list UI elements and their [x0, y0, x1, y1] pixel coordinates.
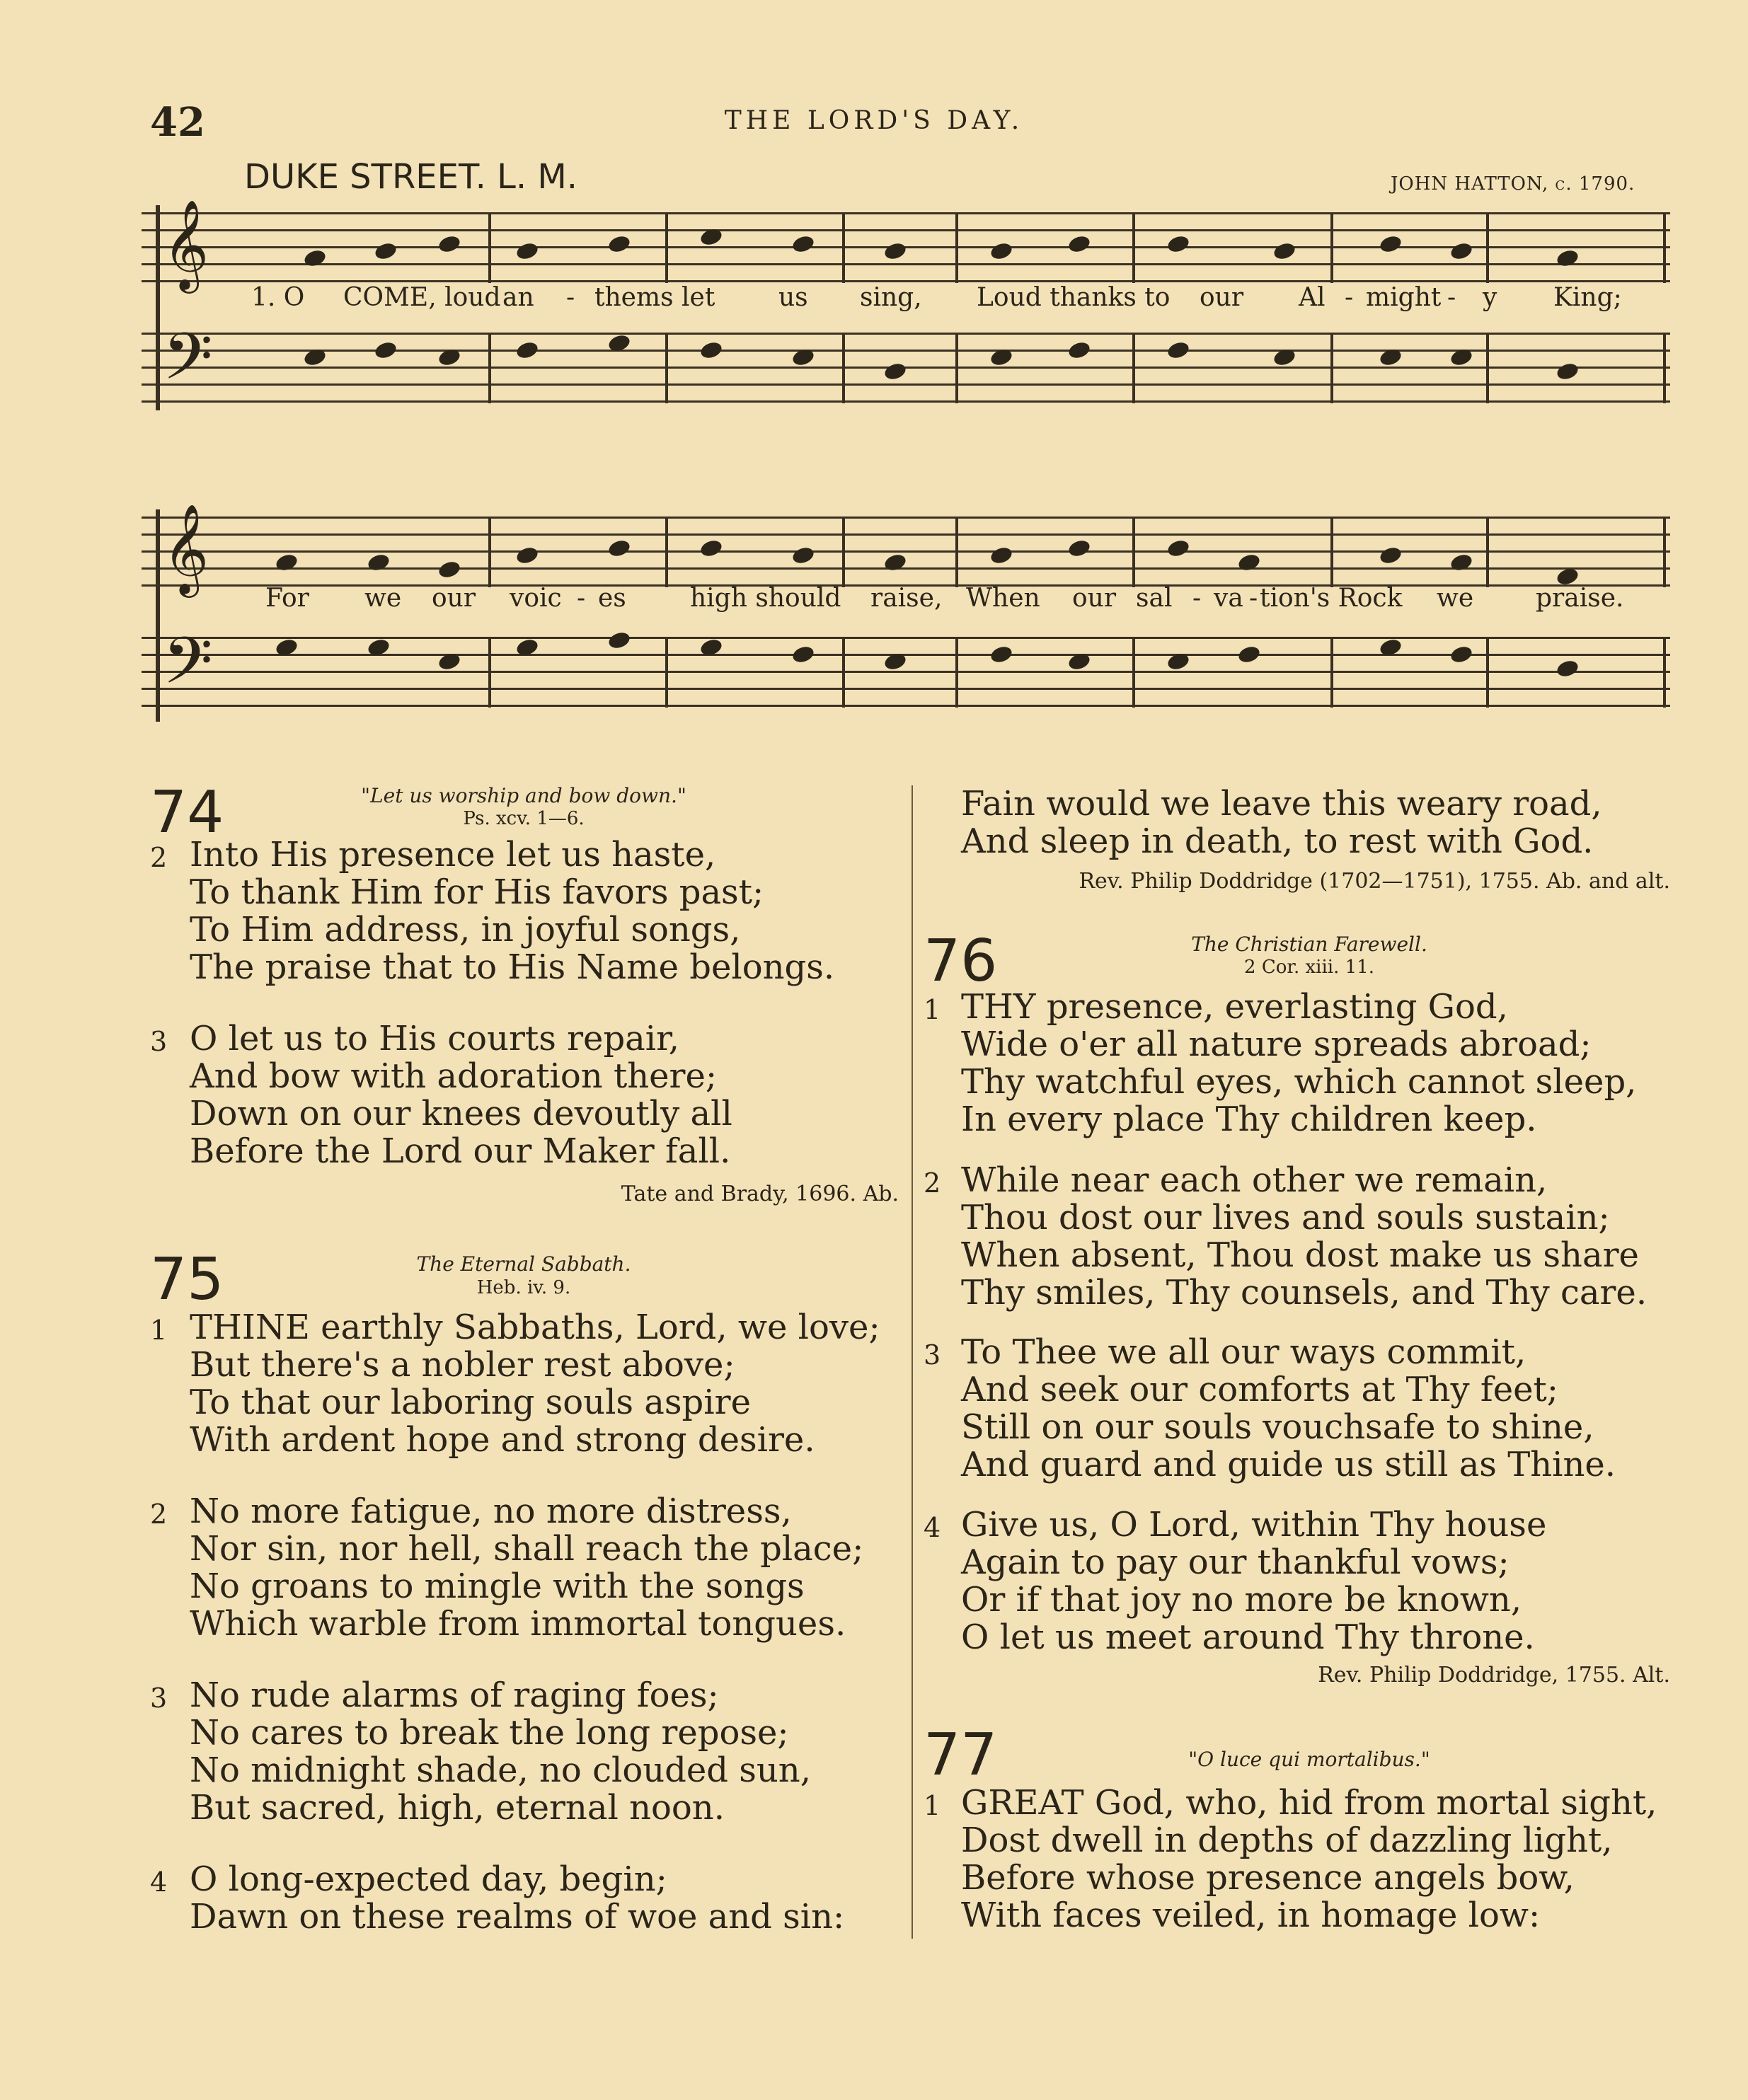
verse-number: 4	[924, 1512, 941, 1543]
lyric-syllable: we	[1437, 584, 1474, 613]
lyric-syllable: us	[778, 283, 808, 312]
bass-staff	[142, 623, 1670, 714]
verse-line: Dost dwell in depths of dazzling light,	[961, 1821, 1613, 1860]
verse-line: And bow with adoration there;	[190, 1056, 718, 1096]
bass-clef-icon: 𝄢	[163, 623, 213, 714]
verse-number: 3	[924, 1339, 941, 1371]
lyric-syllable: Al	[1299, 283, 1326, 312]
verse-line: While near each other we remain,	[961, 1160, 1548, 1200]
verse-line: GREAT God, who, hid from mortal sight,	[961, 1783, 1657, 1823]
verse-line: Before whose presence angels bow,	[961, 1858, 1575, 1898]
verse-line: And seek our comforts at Thy feet;	[961, 1370, 1558, 1409]
lyric-syllable: tion's Rock	[1260, 584, 1403, 613]
hymn-number: 74	[150, 779, 224, 846]
lyric-syllable: King;	[1553, 283, 1622, 312]
lyric-syllable: When	[966, 584, 1040, 613]
column-divider	[912, 785, 913, 1939]
running-head: THE LORD'S DAY.	[724, 106, 1024, 135]
lyric-syllable: -	[566, 283, 575, 312]
verse-line: With faces veiled, in homage low:	[961, 1896, 1541, 1935]
lyric-syllable: -	[1447, 283, 1456, 312]
treble-clef-icon: 𝄞	[163, 199, 209, 289]
verse-line: Still on our souls vouchsafe to shine,	[961, 1407, 1594, 1447]
lyric-syllable: raise,	[870, 584, 943, 613]
verse-line: To Thee we all our ways commit,	[961, 1332, 1526, 1372]
verse-line: To Him address, in joyful songs,	[190, 910, 741, 950]
hymn-number: 76	[924, 928, 998, 995]
music-system-2	[142, 495, 1670, 729]
lyric-syllable: y	[1483, 283, 1497, 312]
composer-credit: JOHN HATTON, c. 1790.	[1391, 173, 1635, 195]
verse-line: THY presence, everlasting God,	[961, 987, 1508, 1027]
verse-line: Dawn on these realms of woe and sin:	[190, 1897, 845, 1937]
verse-line: With ardent hope and strong desire.	[190, 1420, 815, 1460]
music-system-1	[142, 191, 1670, 425]
lyric-syllable: high should	[690, 584, 841, 613]
scripture-reference: Heb. iv. 9.	[476, 1277, 571, 1298]
verse-line: No rude alarms of raging foes;	[190, 1675, 719, 1715]
verse-line: Or if that joy no more be known,	[961, 1580, 1522, 1620]
verse-line: Again to pay our thankful vows;	[961, 1542, 1510, 1582]
verse-line: Wide o'er all nature spreads abroad;	[961, 1025, 1592, 1064]
treble-clef-icon: 𝄞	[163, 503, 209, 594]
hymn-title: "Let us worship and bow down."	[361, 784, 686, 807]
scripture-reference: 2 Cor. xiii. 11.	[1244, 957, 1374, 978]
lyric-syllable: COME, loud	[343, 283, 501, 312]
verse-line: O let us to His courts repair,	[190, 1019, 680, 1058]
verse-line: Into His presence let us haste,	[190, 835, 716, 875]
lyric-syllable: sing,	[860, 283, 922, 312]
verse-number: 1	[924, 1790, 941, 1821]
author-attribution: Rev. Philip Doddridge, 1755. Alt.	[1318, 1663, 1670, 1688]
verse-line: But sacred, high, eternal noon.	[190, 1788, 725, 1828]
lyric-syllable: 1. O	[251, 283, 305, 312]
lyric-syllable: Loud thanks to	[977, 283, 1171, 312]
verse-number: 2	[150, 842, 168, 873]
verse-line: But there's a nobler rest above;	[190, 1345, 735, 1385]
lyric-syllable: an	[502, 283, 534, 312]
author-attribution: Rev. Philip Doddridge (1702—1751), 1755. Ab. and alt.	[1079, 869, 1670, 894]
author-attribution: Tate and Brady, 1696. Ab.	[621, 1182, 899, 1206]
verse-number: 1	[924, 994, 941, 1025]
hymn-number: 77	[924, 1721, 998, 1789]
bass-staff	[142, 319, 1670, 410]
verse-line: No groans to mingle with the songs	[190, 1567, 805, 1606]
verse-line: No more fatigue, no more distress,	[190, 1492, 792, 1531]
verse-line: O long-expected day, begin;	[190, 1859, 667, 1899]
verse-number: 1	[150, 1315, 168, 1346]
verse-line: Thou dost our lives and souls sustain;	[961, 1198, 1610, 1238]
verse-line: Down on our knees devoutly all	[190, 1094, 732, 1133]
lyric-syllable: might	[1366, 283, 1442, 312]
verse-line: Which warble from immortal tongues.	[190, 1604, 846, 1644]
lyric-syllable: va	[1214, 584, 1243, 613]
lyric-syllable: we	[364, 584, 402, 613]
verse-line: Thy smiles, Thy counsels, and Thy care.	[961, 1273, 1648, 1312]
verse-line: Thy watchful eyes, which cannot sleep,	[961, 1062, 1637, 1102]
verse-line: To thank Him for His favors past;	[190, 872, 764, 912]
lyric-syllable: For	[265, 584, 309, 613]
lyric-syllable: our	[432, 584, 476, 613]
verse-line: And sleep in death, to rest with God.	[961, 821, 1594, 861]
hymn-number: 75	[150, 1246, 224, 1313]
lyric-syllable: -	[577, 584, 586, 613]
verse-line: To that our laboring souls aspire	[190, 1383, 751, 1422]
verse-number: 2	[924, 1167, 941, 1199]
treble-staff	[142, 199, 1670, 289]
lyric-syllable: -	[1345, 283, 1354, 312]
verse-line: In every place Thy children keep.	[961, 1100, 1537, 1139]
verse-line: O let us meet around Thy throne.	[961, 1617, 1535, 1657]
scripture-reference: Ps. xcv. 1—6.	[463, 808, 585, 829]
bass-clef-icon: 𝄢	[163, 319, 213, 410]
verse-line: Fain would we leave this weary road,	[961, 784, 1602, 824]
verse-line: When absent, Thou dost make us share	[961, 1235, 1639, 1275]
hymn-title: The Eternal Sabbath.	[416, 1252, 631, 1276]
treble-staff	[142, 503, 1670, 594]
hymn-title: The Christian Farewell.	[1191, 933, 1427, 956]
lyric-syllable: -	[1192, 584, 1202, 613]
verse-line: Nor sin, nor hell, shall reach the place;	[190, 1529, 864, 1569]
verse-number: 3	[150, 1026, 168, 1057]
lyric-syllable: our	[1072, 584, 1117, 613]
lyric-syllable: our	[1200, 283, 1244, 312]
verse-line: Give us, O Lord, within Thy house	[961, 1505, 1547, 1545]
tune-name: DUKE STREET. L. M.	[244, 157, 578, 197]
lyric-syllable: voic	[510, 584, 562, 613]
lyric-syllable: -	[1249, 584, 1258, 613]
verse-number: 4	[150, 1867, 168, 1898]
page-number: 42	[150, 99, 205, 146]
verse-line: Before the Lord our Maker fall.	[190, 1131, 731, 1171]
lyric-syllable: praise.	[1536, 584, 1624, 613]
verse-line: The praise that to His Name belongs.	[190, 947, 835, 987]
verse-number: 3	[150, 1683, 168, 1714]
verse-line: No midnight shade, no clouded sun,	[190, 1750, 811, 1790]
verse-number: 2	[150, 1499, 168, 1530]
verse-line: No cares to break the long repose;	[190, 1713, 789, 1753]
hymn-title: "O luce qui mortalibus."	[1188, 1748, 1430, 1771]
verse-line: And guard and guide us still as Thine.	[961, 1445, 1616, 1484]
lyric-syllable: thems let	[594, 283, 715, 312]
lyric-syllable: sal	[1136, 584, 1173, 613]
verse-line: THINE earthly Sabbaths, Lord, we love;	[190, 1308, 880, 1347]
lyric-syllable: es	[598, 584, 626, 613]
